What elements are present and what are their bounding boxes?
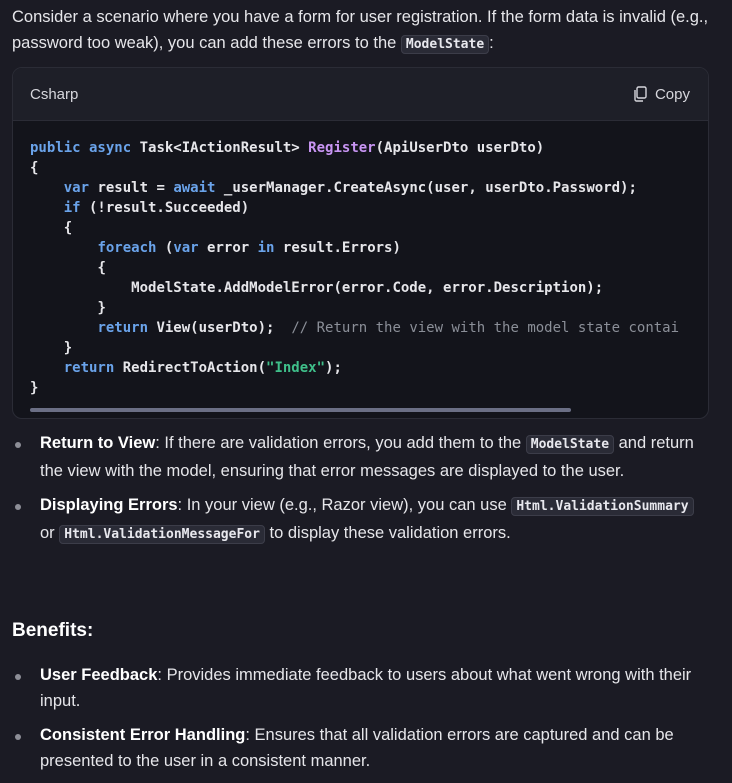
code-content: public async Task<IActionResult> Register(ApiUserDto userDto) { var result = await _userManager.CreateAsync(user, userDto.Password); if (!result.Succeeded) { foreach (var error in result.Errors) { ModelState.AddModelError(error.Code, error.Description); } return View(userDto); // Return the view with the model state contai } return RedirectToAction("Index"); } [30,140,680,396]
inline-code-modelstate: ModelState [401,35,489,54]
inline-code-modelstate: ModelState [526,435,614,454]
copy-button[interactable] [633,86,690,103]
copy-icon [633,86,647,102]
list-item: Displaying Errors: In your view (e.g., Razor view), you can use Html.ValidationSummary or Html.ValidationMessageFor to display these validation errors. [12,492,712,548]
copy-label: Copy [654,85,690,103]
intro-paragraph [12,4,724,58]
explanation-list [12,430,712,556]
code-block-header [13,68,708,121]
code-language-label: Csharp [30,85,79,103]
intro-colon: : [489,34,494,52]
inline-code-validation-summary: Html.ValidationSummary [511,497,693,516]
intro-text: Consider a scenario where you have a form for user registration. If the form data is invalid (e.g., password too weak), you can add these errors to the [12,8,709,52]
inline-code-validation-message-for: Html.ValidationMessageFor [59,525,265,544]
code-block [12,67,709,419]
list-item: User Feedback: Provides immediate feedback to users about what went wrong with their input. [12,662,712,714]
horizontal-scrollbar[interactable] [30,408,571,412]
benefits-list [12,662,712,782]
benefits-heading: Benefits: [12,620,94,641]
list-item: Return to View: If there are validation errors, you add them to the ModelState and return the view with the model, ensuring that error messages are displayed to the user. [12,430,712,484]
list-item: Consistent Error Handling: Ensures that all validation errors are captured and can be presented to the user in a consistent manner. [12,722,712,774]
